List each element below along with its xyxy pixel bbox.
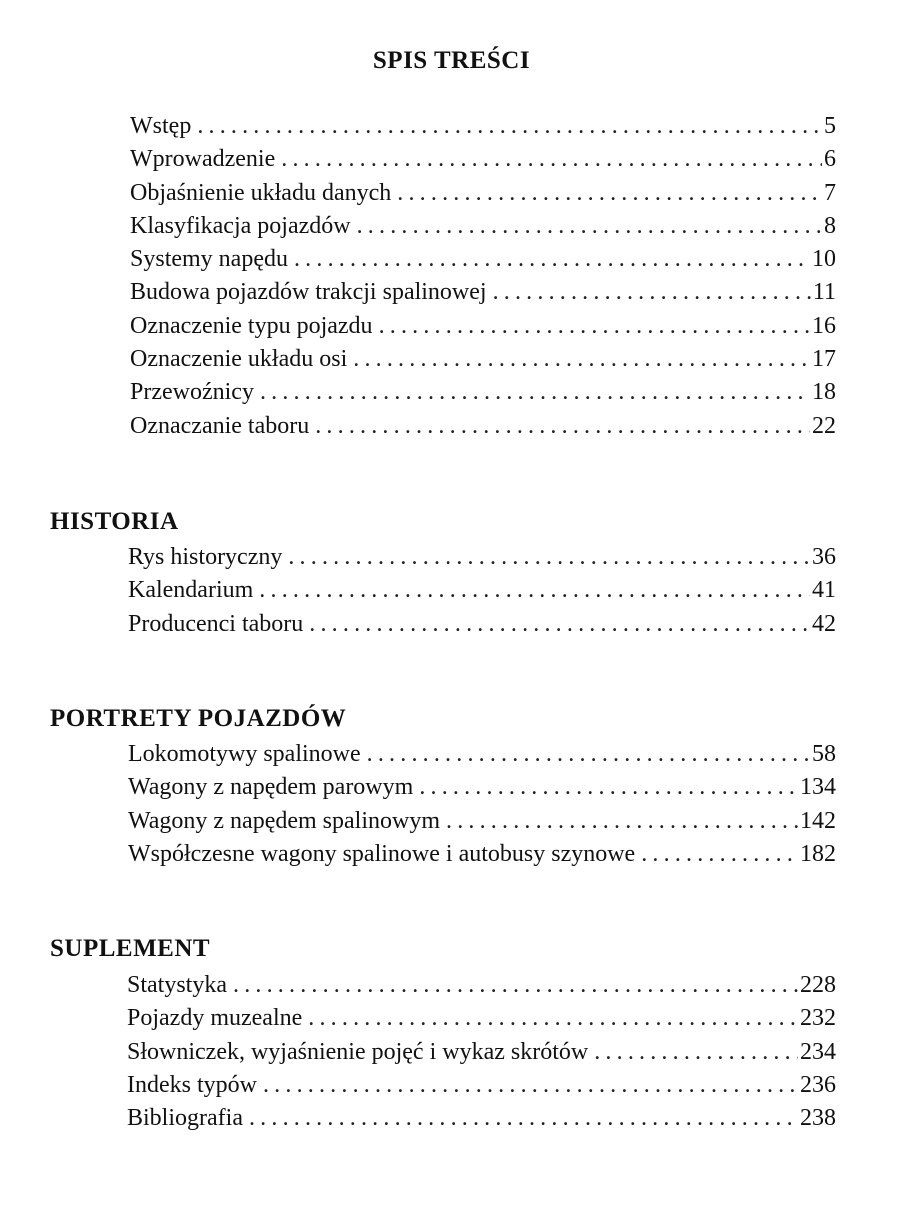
toc-entry-page-number: 11 [812, 279, 836, 306]
toc-entry-label: Pojazdy muzealne [127, 1005, 303, 1032]
dot-leader [308, 1002, 798, 1035]
toc-entry [128, 805, 836, 838]
toc-entry-label: Lokomotywy spalinowe [128, 741, 361, 767]
toc-entry [130, 310, 836, 343]
dot-leader [353, 343, 810, 376]
toc-entry [128, 608, 836, 641]
dot-leader [419, 771, 798, 804]
portrety-toc-list [128, 738, 836, 871]
dot-leader [263, 1069, 798, 1102]
historia-toc-list [128, 541, 836, 641]
section-heading-suplement: SUPLEMENT [50, 935, 211, 962]
toc-entry-label: Klasyfikacja pojazdów [130, 212, 351, 239]
toc-entry [127, 1069, 836, 1102]
toc-entry [130, 243, 836, 276]
toc-entry [128, 541, 836, 574]
toc-entry [130, 210, 836, 243]
toc-entry-page-number: 134 [800, 774, 836, 801]
toc-entry-label: Producenci taboru [128, 610, 304, 637]
toc-entry-label: Wagony z napędem spalinowym [128, 807, 440, 834]
toc-entry [130, 177, 836, 210]
dot-leader [294, 243, 810, 276]
toc-entry-label: Oznaczenie typu pojazdu [130, 312, 373, 339]
toc-entry-page-number: 228 [800, 972, 836, 998]
dot-leader [641, 838, 798, 871]
dot-leader [281, 143, 822, 176]
toc-entry-label: Budowa pojazdów trakcji spalinowej [130, 279, 487, 306]
dot-leader [197, 110, 822, 143]
dot-leader [259, 574, 810, 607]
toc-entry-label: Wstęp [130, 113, 192, 139]
intro-toc-list [130, 110, 836, 443]
toc-entry [130, 410, 836, 443]
toc-entry-page-number: 8 [824, 212, 836, 239]
toc-entry-page-number: 232 [800, 1005, 836, 1032]
toc-entry-label: Indeks typów [127, 1071, 257, 1098]
dot-leader [315, 410, 810, 443]
toc-entry-label: Przewoźnicy [130, 379, 254, 406]
toc-entry-page-number: 41 [812, 577, 836, 604]
dot-leader [594, 1036, 798, 1069]
toc-entry-page-number: 142 [800, 807, 836, 834]
toc-entry [130, 276, 836, 309]
dot-leader [309, 608, 810, 641]
toc-entry [130, 143, 836, 176]
section-heading-historia: HISTORIA [50, 508, 179, 535]
dot-leader [249, 1102, 798, 1135]
toc-entry [128, 738, 836, 771]
toc-entry [130, 110, 836, 143]
toc-entry-page-number: 16 [812, 312, 836, 339]
page-title: SPIS TREŚCI [372, 46, 531, 74]
toc-entry-label: Współczesne wagony spalinowe i autobusy szynowe [128, 840, 636, 867]
toc-entry-label: Oznaczanie taboru [130, 412, 310, 439]
toc-entry [127, 969, 836, 1002]
toc-entry-page-number: 5 [824, 113, 836, 139]
section-heading-portrety-pojazdow: PORTRETY POJAZDÓW [50, 705, 347, 732]
dot-leader [260, 376, 810, 409]
toc-entry-label: Bibliografia [127, 1105, 243, 1132]
suplement-toc-list [127, 969, 836, 1135]
toc-entry [127, 1102, 836, 1135]
toc-entry-page-number: 22 [812, 412, 836, 439]
toc-entry-page-number: 10 [812, 246, 836, 273]
toc-entry-page-number: 182 [800, 840, 836, 867]
toc-entry-label: Kalendarium [128, 577, 254, 604]
toc-entry-label: Statystyka [127, 972, 227, 998]
toc-entry [130, 343, 836, 376]
dot-leader [357, 210, 822, 243]
toc-entry-page-number: 234 [800, 1038, 836, 1065]
dot-leader [397, 177, 822, 210]
dot-leader [379, 310, 810, 343]
toc-entry-page-number: 58 [812, 741, 836, 767]
toc-entry-page-number: 42 [812, 610, 836, 637]
toc-entry-page-number: 238 [800, 1105, 836, 1132]
toc-entry [130, 376, 836, 409]
toc-entry [127, 1036, 836, 1069]
dot-leader [233, 969, 798, 1002]
dot-leader [446, 805, 798, 838]
toc-entry-page-number: 17 [812, 346, 836, 373]
toc-entry-label: Oznaczenie układu osi [130, 346, 348, 373]
toc-entry-label: Objaśnienie układu danych [130, 179, 392, 206]
toc-entry-page-number: 18 [812, 379, 836, 406]
toc-entry [128, 574, 836, 607]
toc-entry-label: Słowniczek, wyjaśnienie pojęć i wykaz skrótów [127, 1038, 589, 1065]
toc-entry [128, 771, 836, 804]
toc-entry [128, 838, 836, 871]
dot-leader [493, 276, 811, 309]
dot-leader [288, 541, 810, 574]
toc-entry-page-number: 36 [812, 544, 836, 570]
toc-entry-label: Systemy napędu [130, 246, 288, 273]
toc-entry-page-number: 6 [824, 146, 836, 173]
toc-entry-label: Wprowadzenie [130, 146, 276, 173]
dot-leader [367, 738, 810, 771]
toc-entry-page-number: 236 [800, 1071, 836, 1098]
toc-entry-page-number: 7 [824, 179, 836, 206]
toc-entry [127, 1002, 836, 1035]
toc-entry-label: Rys historyczny [128, 544, 283, 570]
toc-entry-label: Wagony z napędem parowym [128, 774, 414, 801]
